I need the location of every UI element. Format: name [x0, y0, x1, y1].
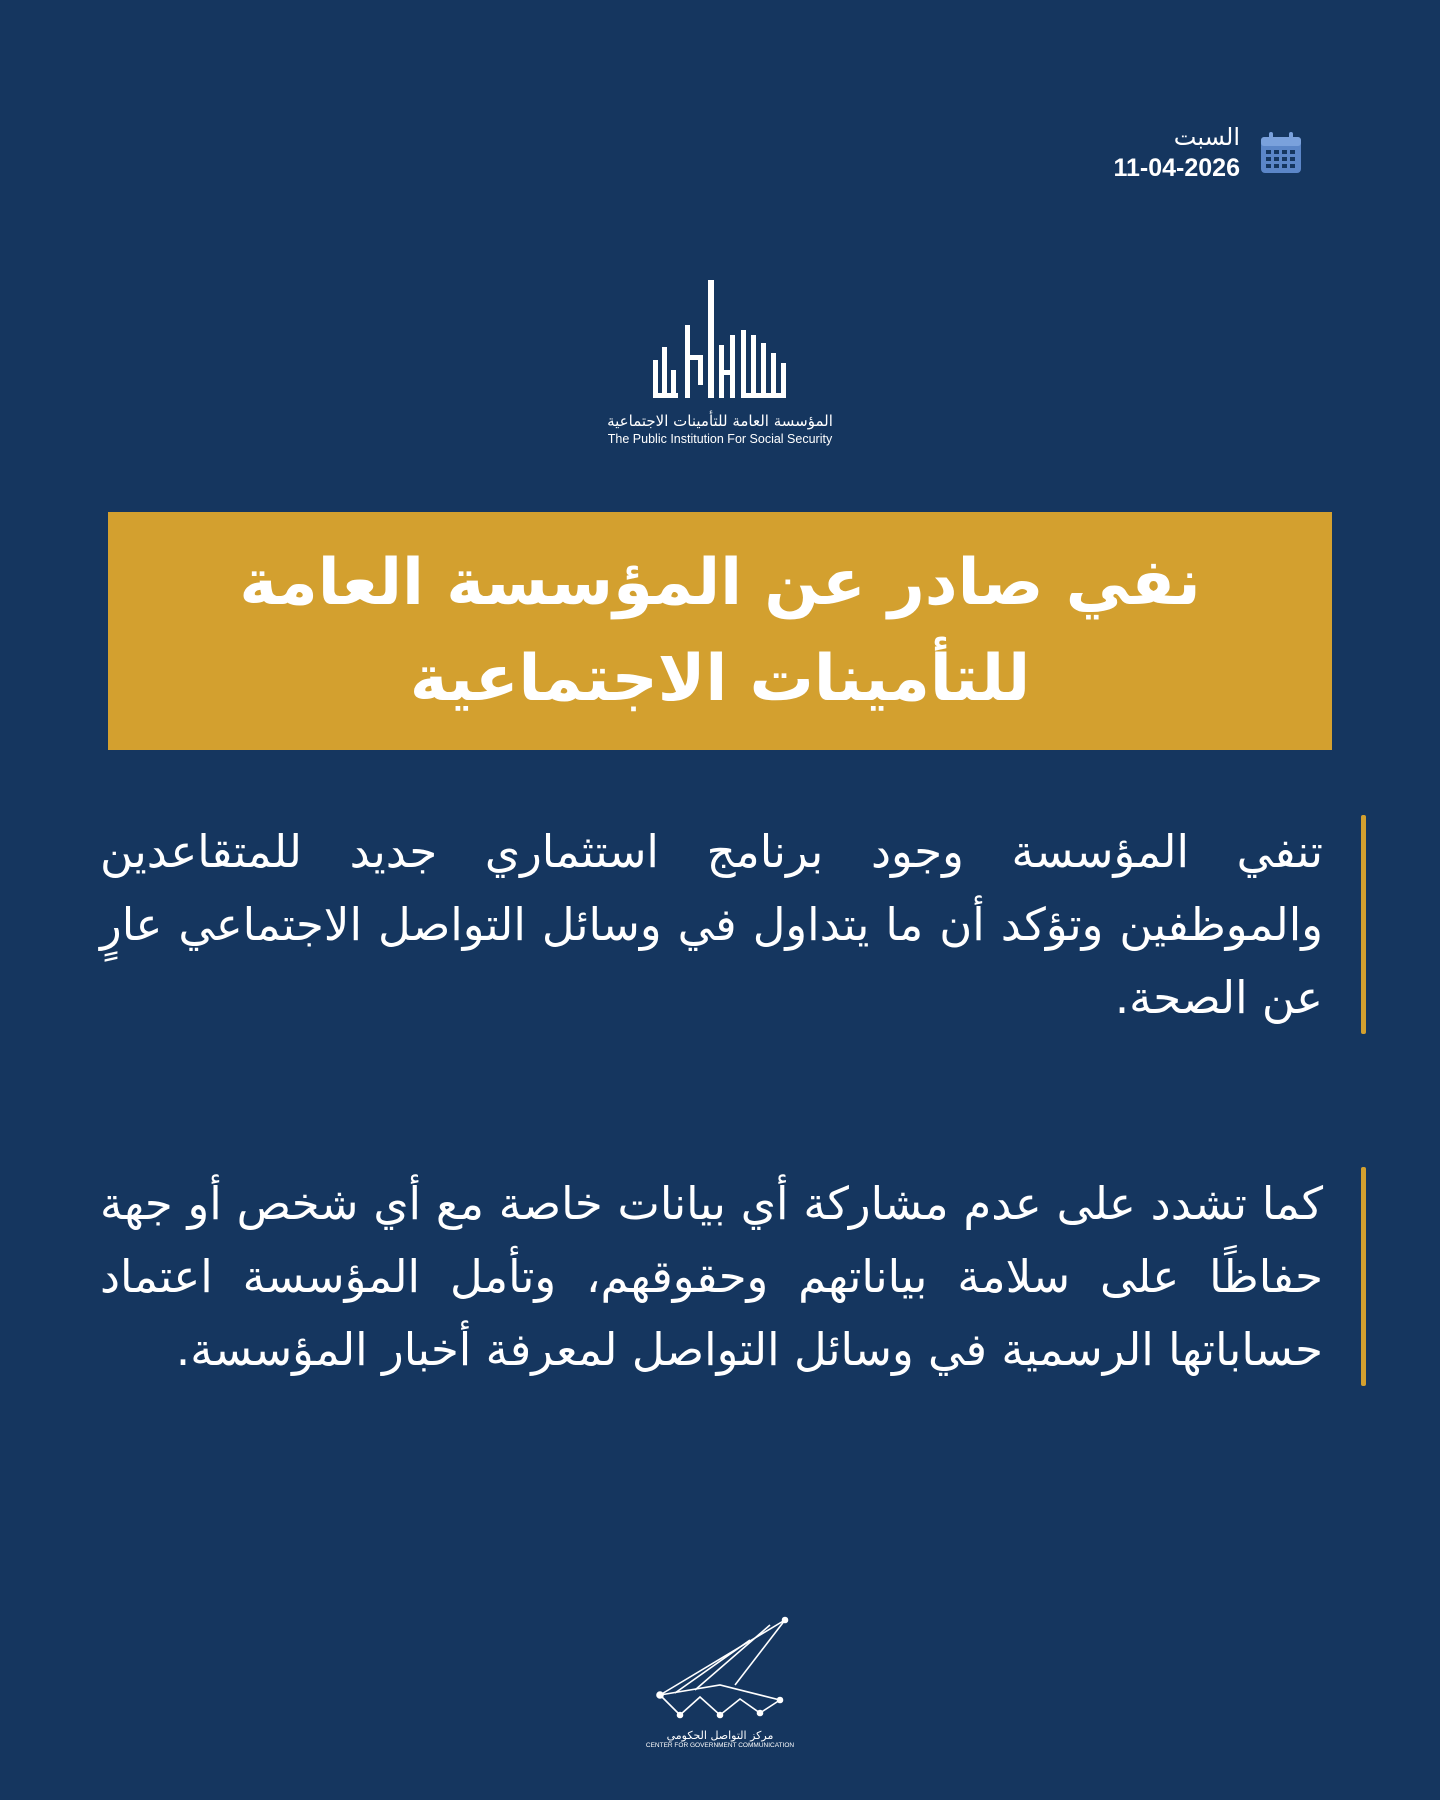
paragraph-accent-bar: [1361, 1167, 1366, 1386]
footer-name-en: CENTER FOR GOVERNMENT COMMUNICATION: [645, 1742, 795, 1749]
paragraph-text: كما تشدد على عدم مشاركة أي بيانات خاصة مع أي شخص أو جهة حفاظًا على سلامة بياناتهم وحقوقهم، وتأمل المؤسسة اعتماد حساباتها الرسمية في وسائل التواصل لمعرفة أخبار المؤسسة.: [100, 1177, 1323, 1376]
footer-name-ar: مركز التواصل الحكومي: [666, 1729, 774, 1742]
footer-logo: [640, 1615, 800, 1750]
government-communication-logo-mark: [640, 1615, 800, 1725]
paragraph-block-2: [100, 1167, 1366, 1386]
institution-logo: [575, 275, 865, 447]
institution-logo-mark: [645, 275, 795, 405]
title-banner: [108, 512, 1332, 750]
institution-name-en: The Public Institution For Social Security: [607, 432, 833, 446]
paragraph-block-1: [100, 815, 1366, 1034]
institution-name-ar: المؤسسة العامة للتأمينات الاجتماعية: [607, 412, 833, 430]
paragraph-text: تنفي المؤسسة وجود برنامج استثماري جديد للمتقاعدين والموظفين وتؤكد أن ما يتداول في وسائل التواصل الاجتماعي عارٍ عن الصحة.: [100, 825, 1323, 1024]
paragraph-accent-bar: [1361, 815, 1366, 1034]
calendar-icon: [1258, 130, 1304, 176]
date-day: السبت: [1173, 123, 1240, 151]
date-value: 11-04-2026: [1113, 154, 1240, 182]
page-title: نفي صادر عن المؤسسة العامة للتأمينات الاجتماعية: [239, 546, 1201, 716]
date-block: [1113, 122, 1240, 184]
